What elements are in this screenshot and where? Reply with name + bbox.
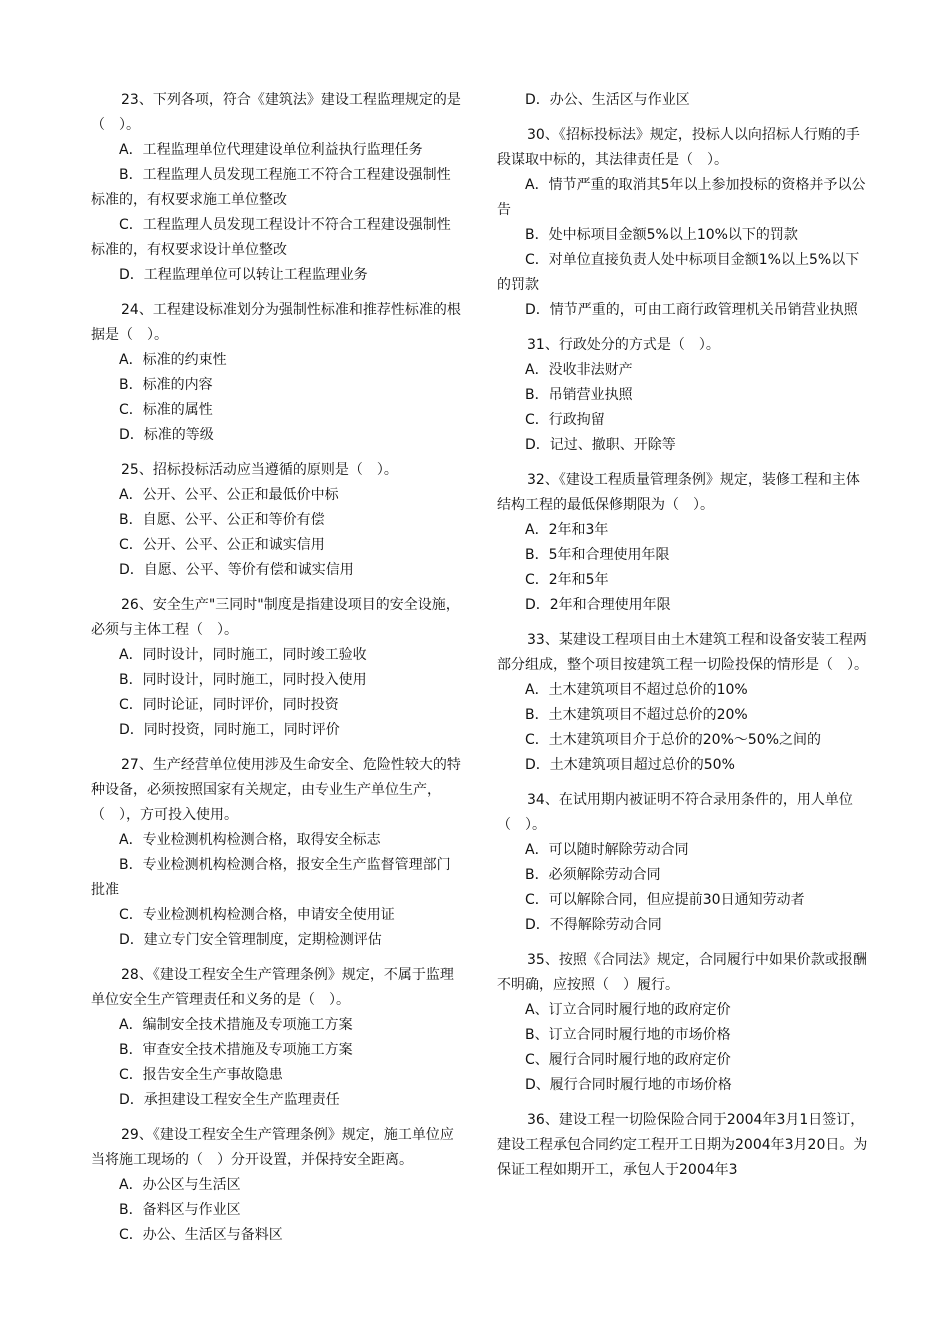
left-column (91, 88, 463, 1258)
option-d: D．情节严重的，可由工商行政管理机关吊销营业执照 (525, 302, 858, 318)
question-23 (91, 88, 463, 288)
option-c: C．专业检测机构检测合格，申请安全使用证 (119, 907, 395, 923)
option-a: A．专业检测机构检测合格，取得安全标志 (119, 832, 381, 848)
option-d: D．土木建筑项目超过总价的50% (525, 757, 735, 773)
question-32 (497, 468, 869, 618)
option-b: B．标准的内容 (119, 377, 213, 393)
option-c: C．报告安全生产事故隐患 (119, 1067, 283, 1083)
question-33 (497, 628, 869, 778)
question-stem: 26、安全生产"三同时"制度是指建设项目的安全设施，必须与主体工程（ ）。 (91, 597, 460, 638)
option-a: A．办公区与生活区 (119, 1177, 241, 1193)
question-stem: 32、《建设工程质量管理条例》规定，装修工程和主体结构工程的最低保修期限为（ ）。 (497, 472, 860, 513)
option-d: D．建立专门安全管理制度，定期检测评估 (119, 932, 382, 948)
option-c: C．办公、生活区与备料区 (119, 1227, 283, 1243)
option-d: D．不得解除劳动合同 (525, 917, 662, 933)
option-b: B．吊销营业执照 (525, 387, 633, 403)
option-a: A、订立合同时履行地的政府定价 (525, 1002, 731, 1018)
option-b: B．处中标项目金额5%以上10%以下的罚款 (525, 227, 798, 243)
option-b: B、订立合同时履行地的市场价格 (525, 1027, 731, 1043)
question-stem: 23、下列各项，符合《建筑法》建设工程监理规定的是（ ）。 (91, 92, 461, 133)
option-a: A．土木建筑项目不超过总价的10% (525, 682, 748, 698)
option-b: B．工程监理人员发现工程施工不符合工程建设强制性标准的，有权要求施工单位整改 (91, 167, 451, 208)
option-c: C．对单位直接负责人处中标项目金额1%以上5%以下的罚款 (497, 252, 860, 293)
option-b: B．自愿、公平、公正和等价有偿 (119, 512, 325, 528)
option-a: A．公开、公平、公正和最低价中标 (119, 487, 339, 503)
option-c: C．标准的属性 (119, 402, 213, 418)
option-b: B．审查安全技术措施及专项施工方案 (119, 1042, 353, 1058)
option-c: C．工程监理人员发现工程设计不符合工程建设强制性标准的，有权要求设计单位整改 (91, 217, 451, 258)
option-b: B．土木建筑项目不超过总价的20% (525, 707, 748, 723)
option-d: D．记过、撤职、开除等 (525, 437, 676, 453)
question-35 (497, 948, 869, 1098)
question-24 (91, 298, 463, 448)
option-d: D．办公、生活区与作业区 (525, 92, 690, 108)
option-d: D．承担建设工程安全生产监理责任 (119, 1092, 340, 1108)
option-b: B．同时设计，同时施工，同时投入使用 (119, 672, 367, 688)
question-stem: 25、招标投标活动应当遵循的原则是（ ）。 (121, 462, 398, 478)
option-d: D．2年和合理使用年限 (525, 597, 671, 613)
option-c: C．土木建筑项目介于总价的20%～50%之间的 (525, 732, 822, 748)
question-26 (91, 593, 463, 743)
question-stem: 27、生产经营单位使用涉及生命安全、危险性较大的特种设备，必须按照国家有关规定，由专业生产单位生产，（ ），方可投入使用。 (91, 757, 461, 823)
question-stem: 31、行政处分的方式是（ ）。 (527, 337, 720, 353)
option-a: A．情节严重的取消其5年以上参加投标的资格并予以公告 (497, 177, 866, 218)
option-c: C．行政拘留 (525, 412, 605, 428)
option-a: A．2年和3年 (525, 522, 609, 538)
question-28 (91, 963, 463, 1113)
question-34 (497, 788, 869, 938)
option-b: B．备料区与作业区 (119, 1202, 241, 1218)
option-a: A．可以随时解除劳动合同 (525, 842, 689, 858)
option-d: D、履行合同时履行地的市场价格 (525, 1077, 732, 1093)
option-c: C．同时论证，同时评价，同时投资 (119, 697, 339, 713)
option-a: A．编制安全技术措施及专项施工方案 (119, 1017, 353, 1033)
option-d: D．同时投资，同时施工，同时评价 (119, 722, 340, 738)
question-stem: 36、建设工程一切险保险合同于2004年3月1日签订，建设工程承包合同约定工程开工日期为2004年3月20日。为保证工程如期开工，承包人于2004年3 (497, 1112, 868, 1178)
option-d: D．自愿、公平、等价有偿和诚实信用 (119, 562, 354, 578)
question-29 (91, 1123, 463, 1248)
question-stem: 30、《招标投标法》规定，投标人以向招标人行贿的手段谋取中标的，其法律责任是（ ）。 (497, 127, 860, 168)
right-column (497, 88, 869, 1193)
question-stem: 35、按照《合同法》规定，合同履行中如果价款或报酬不明确，应按照（ ）履行。 (497, 952, 867, 993)
option-c: C．公开、公平、公正和诚实信用 (119, 537, 325, 553)
option-c: C．2年和5年 (525, 572, 609, 588)
question-29-continued (497, 88, 869, 113)
option-b: B．5年和合理使用年限 (525, 547, 670, 563)
question-36 (497, 1108, 869, 1183)
question-25 (91, 458, 463, 583)
option-d: D．标准的等级 (119, 427, 214, 443)
option-b: B．专业检测机构检测合格，报安全生产监督管理部门批准 (91, 857, 451, 898)
option-c: C、履行合同时履行地的政府定价 (525, 1052, 731, 1068)
option-b: B．必须解除劳动合同 (525, 867, 661, 883)
question-27 (91, 753, 463, 953)
question-stem: 34、在试用期内被证明不符合录用条件的，用人单位（ ）。 (497, 792, 853, 833)
question-stem: 33、某建设工程项目由土木建筑工程和设备安装工程两部分组成，整个项目按建筑工程一切险投保的情形是（ ）。 (497, 632, 868, 673)
option-a: A．同时设计，同时施工，同时竣工验收 (119, 647, 367, 663)
option-d: D．工程监理单位可以转让工程监理业务 (119, 267, 368, 283)
option-c: C．可以解除合同，但应提前30日通知劳动者 (525, 892, 805, 908)
question-stem: 29、《建设工程安全生产管理条例》规定，施工单位应当将施工现场的（ ）分开设置，并保持安全距离。 (91, 1127, 454, 1168)
option-a: A．标准的约束性 (119, 352, 227, 368)
question-30 (497, 123, 869, 323)
question-31 (497, 333, 869, 458)
option-a: A．工程监理单位代理建设单位利益执行监理任务 (119, 142, 423, 158)
question-stem: 24、工程建设标准划分为强制性标准和推荐性标准的根据是（ ）。 (91, 302, 461, 343)
option-a: A．没收非法财产 (525, 362, 633, 378)
question-stem: 28、《建设工程安全生产管理条例》规定，不属于监理单位安全生产管理责任和义务的是（ ）。 (91, 967, 454, 1008)
